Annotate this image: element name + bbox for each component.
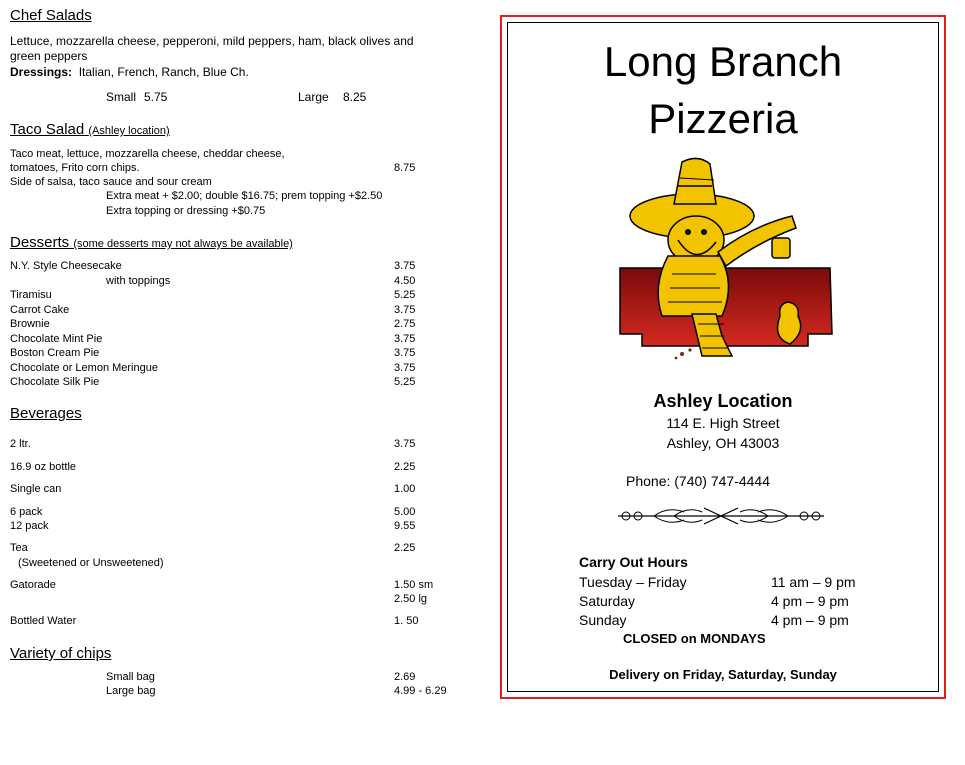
dessert-name: Carrot Cake — [10, 304, 70, 316]
phone-number: Phone: (740) 747-4444 — [626, 473, 770, 489]
chef-salads-heading: Chef Salads — [10, 7, 92, 24]
desserts-title: Desserts — [10, 234, 70, 251]
hours-time: 11 am – 9 pm — [771, 574, 856, 590]
location-name: Ashley Location — [653, 391, 793, 411]
dessert-price: 5.25 — [394, 376, 416, 388]
desserts-note: (some desserts may not always be available) — [73, 238, 293, 250]
dressings-list: Italian, French, Ranch, Blue Ch. — [78, 65, 249, 79]
taco-extra-2: Extra topping or dressing +$0.75 — [106, 205, 266, 217]
dessert-price: 2.75 — [394, 318, 416, 330]
chips-price: 2.69 — [394, 671, 416, 683]
beverage-name: 2 ltr. — [10, 438, 31, 450]
delivery-notice: Delivery on Friday, Saturday, Sunday — [609, 667, 837, 682]
dessert-name: Tiramisu — [10, 289, 52, 301]
taco-salad-note: (Ashley location) — [88, 125, 170, 137]
hours-heading: Carry Out Hours — [579, 554, 688, 570]
beverage-price: 1. 50 — [394, 615, 419, 627]
decorative-divider-icon — [614, 504, 828, 528]
beverage-price: 9.55 — [394, 520, 416, 532]
chips-name: Large bag — [106, 685, 156, 697]
hours-days: Tuesday – Friday — [579, 574, 687, 590]
chef-large-label: Large — [298, 90, 329, 104]
beverage-name: Gatorade — [10, 579, 56, 591]
beverage-name: 6 pack — [10, 506, 43, 518]
taco-salad-title: Taco Salad — [10, 121, 85, 138]
dessert-name: Boston Cream Pie — [10, 347, 100, 359]
desserts-heading — [10, 234, 293, 251]
dessert-price: 3.75 — [394, 304, 416, 316]
beverage-name: (Sweetened or Unsweetened) — [18, 557, 164, 569]
taco-extra-1: Extra meat + $2.00; double $16.75; prem topping +$2.50 — [106, 190, 383, 202]
chef-large-price: 8.25 — [343, 90, 367, 104]
dessert-price: 5.25 — [394, 289, 416, 301]
dessert-name: Chocolate Mint Pie — [10, 333, 103, 345]
dessert-name: Chocolate or Lemon Meringue — [10, 362, 158, 374]
chef-salads-desc-2: green peppers — [10, 49, 88, 63]
beverage-price: 2.50 lg — [394, 593, 428, 605]
dessert-price: 3.75 — [394, 260, 416, 272]
dessert-name: Brownie — [10, 318, 50, 330]
chef-salads-dressings — [10, 65, 249, 79]
chef-small-label: Small — [106, 90, 137, 104]
beverage-name: 12 pack — [10, 520, 49, 532]
hours-days: Sunday — [579, 612, 627, 628]
beverage-price: 5.00 — [394, 506, 416, 518]
hours-time: 4 pm – 9 pm — [771, 612, 849, 628]
chef-small-price: 5.75 — [144, 90, 168, 104]
hours-time: 4 pm – 9 pm — [771, 593, 849, 609]
dessert-price: 3.75 — [394, 362, 416, 374]
beverage-price: 2.25 — [394, 461, 416, 473]
dessert-name: with toppings — [106, 275, 171, 287]
location-street: 114 E. High Street — [666, 415, 780, 431]
dessert-price: 4.50 — [394, 275, 416, 287]
chips-price: 4.99 - 6.29 — [394, 685, 447, 697]
taco-price: 8.75 — [394, 162, 416, 174]
chef-salads-desc-1: Lettuce, mozzarella cheese, pepperoni, mild peppers, ham, black olives and — [10, 34, 414, 48]
beverage-price: 1.50 sm — [394, 579, 434, 591]
taco-line-3: Side of salsa, taco sauce and sour cream — [10, 176, 212, 188]
beverage-name: Bottled Water — [10, 615, 77, 627]
restaurant-title-line-1: Long Branch — [603, 38, 843, 85]
beverage-price: 3.75 — [394, 438, 416, 450]
closed-notice: CLOSED on MONDAYS — [623, 631, 766, 646]
taco-line-2: tomatoes, Frito corn chips. — [10, 162, 140, 174]
beverage-name: Single can — [10, 483, 62, 495]
taco-salad-heading — [10, 121, 170, 138]
dessert-name: Chocolate Silk Pie — [10, 376, 100, 388]
beverage-name: 16.9 oz bottle — [10, 461, 77, 473]
beverage-price: 1.00 — [394, 483, 416, 495]
location-city: Ashley, OH 43003 — [666, 435, 780, 451]
beverages-heading: Beverages — [10, 405, 82, 422]
taco-line-1: Taco meat, lettuce, mozzarella cheese, cheddar cheese, — [10, 148, 285, 160]
mascot-logo — [612, 156, 844, 368]
chips-heading: Variety of chips — [10, 645, 112, 662]
restaurant-title-line-2: Pizzeria — [648, 95, 798, 142]
dessert-price: 3.75 — [394, 347, 416, 359]
chips-name: Small bag — [106, 671, 155, 683]
dessert-name: N.Y. Style Cheesecake — [10, 260, 122, 272]
dressings-label: Dressings: — [10, 65, 73, 79]
beverage-name: Tea — [10, 542, 28, 554]
dessert-price: 3.75 — [394, 333, 416, 345]
hours-days: Saturday — [579, 593, 636, 609]
beverage-price: 2.25 — [394, 542, 416, 554]
